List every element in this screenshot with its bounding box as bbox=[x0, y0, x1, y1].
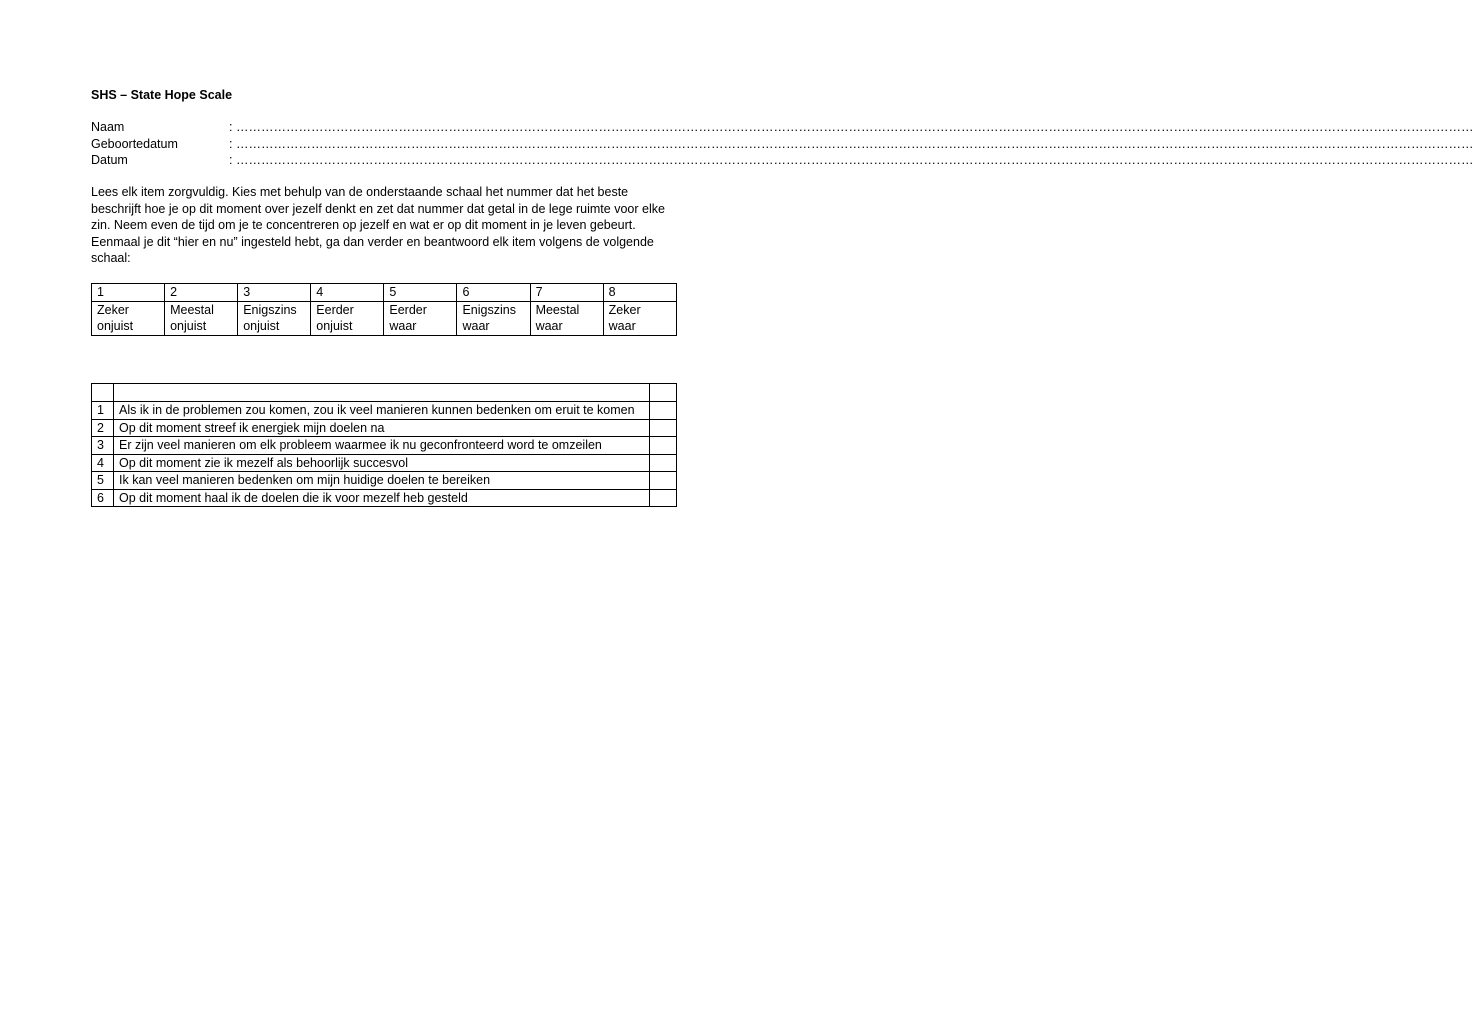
field-label: Naam bbox=[91, 120, 125, 134]
scale-label-line1: Zeker bbox=[97, 302, 129, 317]
item-text: Op dit moment streef ik energiek mijn doelen na bbox=[114, 419, 650, 437]
header-cell-answer bbox=[650, 384, 677, 402]
personal-fields bbox=[91, 119, 1473, 169]
answer-scale-table bbox=[91, 283, 677, 336]
scale-label-cell bbox=[603, 301, 676, 335]
item-text: Ik kan veel manieren bedenken om mijn huidige doelen te bereiken bbox=[114, 472, 650, 490]
scale-label-cell bbox=[165, 301, 238, 335]
scale-number: 7 bbox=[530, 284, 603, 302]
scale-label-line2: waar bbox=[389, 319, 417, 333]
item-row bbox=[92, 472, 677, 490]
item-row bbox=[92, 437, 677, 455]
item-row bbox=[92, 454, 677, 472]
scale-label-cell bbox=[457, 301, 530, 335]
item-answer-cell[interactable] bbox=[650, 402, 677, 420]
item-answer-cell[interactable] bbox=[650, 454, 677, 472]
scale-label-line1: Enigszins bbox=[243, 302, 297, 317]
scale-label-line1: Zeker bbox=[608, 302, 641, 317]
document-title: SHS – State Hope Scale bbox=[91, 88, 233, 102]
item-number: 1 bbox=[92, 402, 114, 420]
scale-label-line2: onjuist bbox=[97, 319, 134, 333]
scale-label-line2: waar bbox=[535, 319, 563, 333]
item-text: Op dit moment haal ik de doelen die ik voor mezelf heb gesteld bbox=[114, 489, 650, 507]
scale-number: 8 bbox=[603, 284, 676, 302]
scale-label-cell bbox=[384, 301, 457, 335]
item-row bbox=[92, 489, 677, 507]
scale-number: 6 bbox=[457, 284, 530, 302]
scale-number-row bbox=[92, 284, 677, 302]
field-label: Datum bbox=[91, 153, 128, 167]
field-value: : ……………………………………………………………………………………………………………………………………………………………………………………………………………………………………………………………………… bbox=[229, 153, 1473, 167]
scale-label-cell bbox=[92, 301, 165, 335]
item-row bbox=[92, 402, 677, 420]
scale-label-line1: Eerder bbox=[316, 302, 354, 317]
item-number: 2 bbox=[92, 419, 114, 437]
field-label: Geboortedatum bbox=[91, 136, 178, 151]
scale-number: 1 bbox=[92, 284, 165, 302]
item-number: 3 bbox=[92, 437, 114, 455]
item-answer-cell[interactable] bbox=[650, 489, 677, 507]
scale-label-line2: waar bbox=[462, 319, 490, 333]
item-number: 6 bbox=[92, 489, 114, 507]
scale-label-cell bbox=[530, 301, 603, 335]
field-value: : ……………………………………………………………………………………………………………………………………………………………………………………………………………………………………………………………………… bbox=[229, 120, 1473, 134]
scale-label-row bbox=[92, 301, 677, 335]
item-text: Als ik in de problemen zou komen, zou ik veel manieren kunnen bedenken om eruit te komen bbox=[114, 402, 650, 420]
field-value: : ……………………………………………………………………………………………………………………………………………………………………………………………………………………………………………………………………… bbox=[229, 136, 1473, 151]
scale-label-cell bbox=[311, 301, 384, 335]
scale-label-line2: onjuist bbox=[170, 319, 207, 333]
item-text: Op dit moment zie ik mezelf als behoorlijk succesvol bbox=[114, 454, 650, 472]
scale-label-cell bbox=[238, 301, 311, 335]
scale-label-line2: onjuist bbox=[243, 319, 280, 333]
scale-label-line2: waar bbox=[608, 319, 636, 333]
field-row-naam bbox=[91, 119, 1473, 136]
items-header-row bbox=[92, 384, 677, 402]
header-cell-num bbox=[92, 384, 114, 402]
scale-number: 3 bbox=[238, 284, 311, 302]
field-row-datum bbox=[91, 152, 1473, 169]
item-number: 4 bbox=[92, 454, 114, 472]
item-row bbox=[92, 419, 677, 437]
instructions-paragraph: Lees elk item zorgvuldig. Kies met behulp van de onderstaande schaal het nummer dat het beste beschrijft hoe je op dit moment over jezelf denkt en zet dat nummer dat getal in de lege ruimte voor elke zin. Neem even de tijd om je te concentreren op jezelf en wat er op dit moment in je leven gebeurt. Eenmaal je dit “hier en nu” ingesteld hebt, ga dan verder en beantwoord elk item volgens de volgende schaal: bbox=[91, 185, 665, 265]
scale-number: 4 bbox=[311, 284, 384, 302]
scale-number: 5 bbox=[384, 284, 457, 302]
item-answer-cell[interactable] bbox=[650, 472, 677, 490]
field-row-geboortedatum bbox=[91, 136, 1473, 153]
items-table bbox=[91, 383, 677, 507]
item-text: Er zijn veel manieren om elk probleem waarmee ik nu geconfronteerd word te omzeilen bbox=[114, 437, 650, 455]
header-cell-text bbox=[114, 384, 650, 402]
scale-label-line1: Enigszins bbox=[462, 302, 516, 317]
scale-label-line1: Eerder bbox=[389, 302, 427, 317]
scale-label-line1: Meestal bbox=[535, 302, 580, 317]
item-answer-cell[interactable] bbox=[650, 437, 677, 455]
scale-number: 2 bbox=[165, 284, 238, 302]
scale-label-line1: Meestal bbox=[170, 302, 214, 317]
scale-label-line2: onjuist bbox=[316, 319, 353, 333]
item-number: 5 bbox=[92, 472, 114, 490]
item-answer-cell[interactable] bbox=[650, 419, 677, 437]
